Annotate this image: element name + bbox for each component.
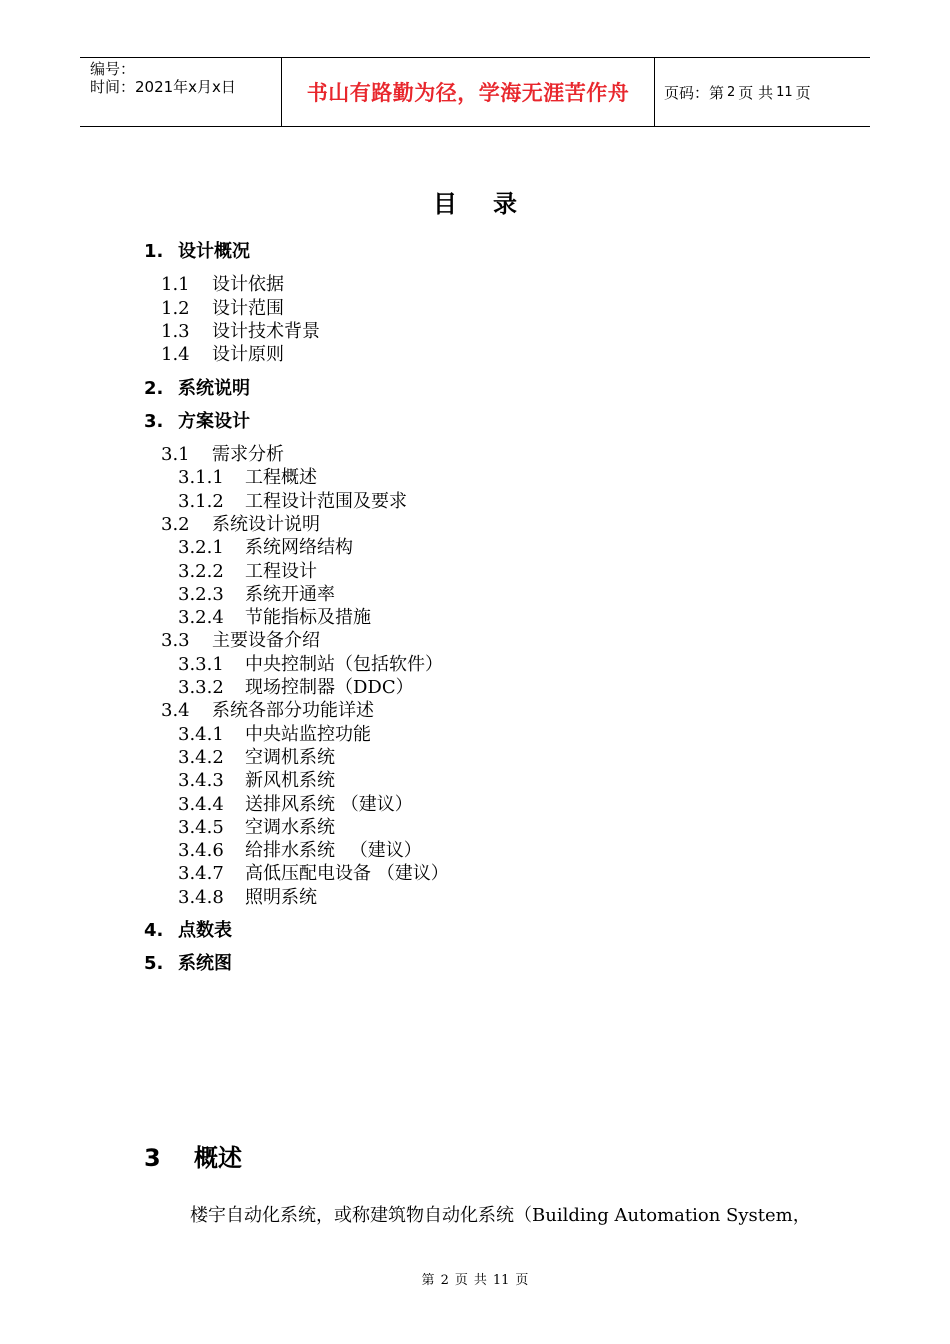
- toc-item-number: 3.2.1: [178, 537, 224, 558]
- toc-item: [161, 700, 374, 722]
- footer-page-total: 11: [492, 1273, 510, 1288]
- toc-item-text: 新风机系统: [245, 770, 335, 791]
- toc-item-number: 1.2: [161, 298, 190, 319]
- toc-item-number: 3.4.5: [178, 817, 224, 838]
- toc-item: [178, 794, 413, 816]
- toc-item: [178, 561, 317, 583]
- footer-page-current: 2: [440, 1273, 449, 1288]
- toc-title-b: 录: [493, 190, 517, 218]
- toc-title: [0, 184, 950, 219]
- toc-item-number: 5.: [144, 953, 164, 974]
- toc-item-text: 点数表: [178, 920, 232, 941]
- toc-item: [144, 953, 232, 975]
- footer-text-b: 页: [454, 1273, 468, 1288]
- toc-item: [178, 677, 414, 699]
- toc-item-text: 系统图: [178, 953, 232, 974]
- toc-item-text: 主要设备介绍: [212, 630, 320, 651]
- toc-item: [161, 321, 320, 343]
- toc-item-number: 3.3.2: [178, 677, 224, 698]
- document-date: 时间：2021年x月x日: [90, 78, 236, 96]
- toc-item-number: 3.4.2: [178, 747, 224, 768]
- toc-item: [161, 630, 320, 652]
- toc-item-text: 设计技术背景: [212, 321, 320, 342]
- toc-item-text: 工程设计范围及要求: [245, 491, 407, 512]
- page-suffix: 页: [795, 83, 811, 102]
- toc-item-number: 1.1: [161, 274, 190, 295]
- toc-item-text: 给排水系统 （建议）: [245, 840, 422, 861]
- header-meta: [80, 58, 281, 126]
- toc-item: [144, 920, 232, 942]
- toc-item-number: 3.2.2: [178, 561, 224, 582]
- toc-item-text: 空调水系统: [245, 817, 335, 838]
- toc-item-text: 工程设计: [245, 561, 317, 582]
- toc-item-text: 现场控制器（DDC）: [245, 677, 414, 698]
- page-mid: 页 共: [738, 83, 774, 102]
- toc-item-text: 设计原则: [212, 344, 284, 365]
- toc-item: [178, 817, 335, 839]
- toc-item-text: 方案设计: [178, 411, 250, 432]
- toc-item-number: 3.4.4: [178, 794, 224, 815]
- toc-item-number: 3.1.1: [178, 467, 224, 488]
- toc-item: [178, 770, 335, 792]
- page-footer: [0, 1269, 950, 1288]
- header-motto-cell: [281, 58, 655, 126]
- section-title: 概述: [194, 1144, 242, 1172]
- toc-title-a: 目: [433, 190, 457, 218]
- toc-item-number: 1.: [144, 241, 164, 262]
- toc-item-text: 系统说明: [178, 378, 250, 399]
- toc-item-text: 中央控制站（包括软件）: [245, 654, 443, 675]
- toc-item: [144, 241, 250, 263]
- toc-item: [144, 378, 250, 400]
- toc-item: [161, 444, 284, 466]
- toc-item-number: 3.4.6: [178, 840, 224, 861]
- toc-item-number: 3.1: [161, 444, 190, 465]
- toc-item-number: 3.4: [161, 700, 190, 721]
- header-page-indicator: [655, 58, 870, 126]
- toc-item-text: 高低压配电设备 （建议）: [245, 863, 449, 884]
- toc-item-text: 系统开通率: [245, 584, 335, 605]
- toc-item-number: 3.: [144, 411, 164, 432]
- document-number-label: 编号：: [90, 60, 136, 78]
- toc-item-text: 节能指标及措施: [245, 607, 371, 628]
- toc-item: [178, 607, 371, 629]
- toc-item: [178, 491, 407, 513]
- toc-item-number: 3.1.2: [178, 491, 224, 512]
- toc-item-number: 4.: [144, 920, 164, 941]
- section-heading: [144, 1138, 242, 1173]
- toc-item-number: 3.3: [161, 630, 190, 651]
- toc-item-number: 2.: [144, 378, 164, 399]
- toc-item: [178, 840, 422, 862]
- toc-item-number: 3.3.1: [178, 654, 224, 675]
- page-current: 2: [727, 84, 736, 100]
- toc-item: [178, 654, 443, 676]
- toc-item-number: 3.4.3: [178, 770, 224, 791]
- page-prefix: 页码：第: [664, 83, 725, 102]
- toc-item: [161, 514, 320, 536]
- section-number: 3: [144, 1144, 161, 1172]
- toc-item-text: 工程概述: [245, 467, 317, 488]
- toc-item-text: 设计范围: [212, 298, 284, 319]
- toc-item-text: 系统各部分功能详述: [212, 700, 374, 721]
- toc-item-number: 3.2: [161, 514, 190, 535]
- toc-item-text: 中央站监控功能: [245, 724, 371, 745]
- toc-item-number: 3.4.1: [178, 724, 224, 745]
- page-header: [80, 57, 870, 127]
- toc-item-number: 3.4.8: [178, 887, 224, 908]
- toc-item-text: 设计依据: [212, 274, 284, 295]
- toc-item: [178, 887, 317, 909]
- toc-item: [178, 584, 335, 606]
- toc-item-text: 送排风系统 （建议）: [245, 794, 413, 815]
- toc-item: [161, 298, 284, 320]
- body-paragraph: 楼宇自动化系统，或称建筑物自动化系统（Building Automation System，: [190, 1205, 811, 1226]
- toc-item: [161, 344, 284, 366]
- toc-item: [178, 863, 449, 885]
- page-total: 11: [776, 84, 793, 100]
- toc-item-text: 设计概况: [178, 241, 250, 262]
- toc-item-number: 3.4.7: [178, 863, 224, 884]
- footer-text-c: 共: [473, 1273, 487, 1288]
- toc-item: [178, 467, 317, 489]
- toc-item-text: 系统设计说明: [212, 514, 320, 535]
- toc-item: [144, 411, 250, 433]
- footer-text-d: 页: [515, 1273, 529, 1288]
- toc-item-text: 需求分析: [212, 444, 284, 465]
- header-motto: 书山有路勤为径，学海无涯苦作舟: [306, 81, 630, 105]
- toc-item-number: 3.2.4: [178, 607, 224, 628]
- toc-item-text: 照明系统: [245, 887, 317, 908]
- toc-item: [161, 274, 284, 296]
- toc-item-number: 3.2.3: [178, 584, 224, 605]
- toc-item: [178, 724, 371, 746]
- toc-item-number: 1.3: [161, 321, 190, 342]
- toc-item: [178, 537, 353, 559]
- footer-text-a: 第: [421, 1273, 435, 1288]
- toc-item-text: 空调机系统: [245, 747, 335, 768]
- toc-item: [178, 747, 335, 769]
- toc-item-number: 1.4: [161, 344, 190, 365]
- toc-item-text: 系统网络结构: [245, 537, 353, 558]
